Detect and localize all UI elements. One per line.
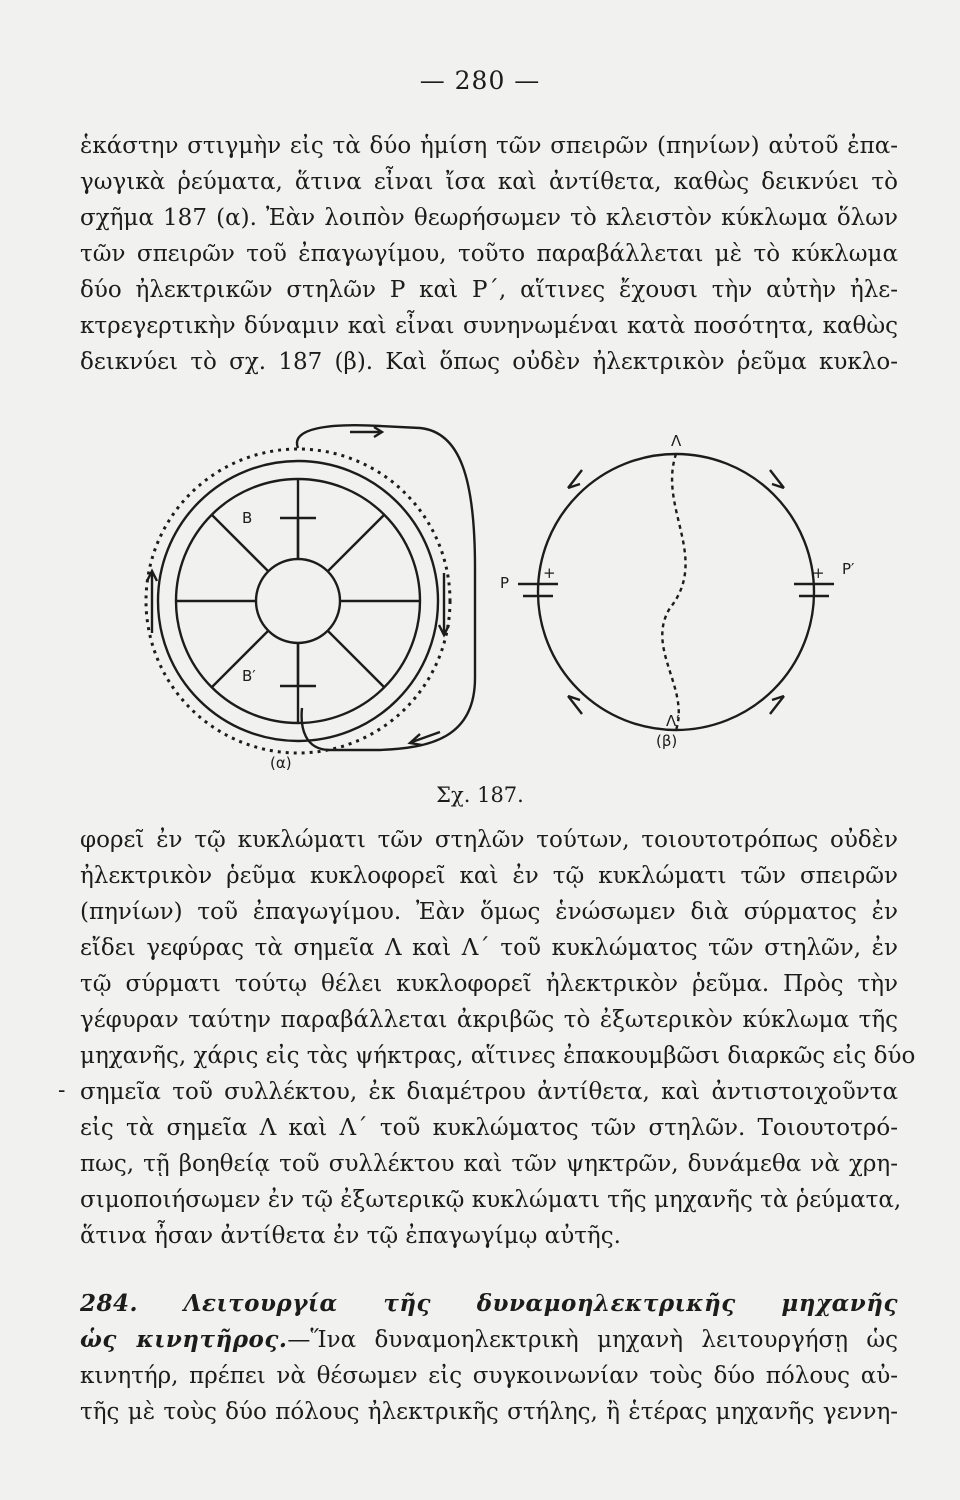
text-line: ἅτινα ἦσαν ἀντίθετα ἐν τῷ ἐπαγωγίμῳ αὐτῆς. [80, 1223, 621, 1249]
text-line: κτρεγερτικὴν δύναμιν καὶ εἶναι συνηνωμέναι κατὰ ποσότητα, καθὼς [80, 313, 898, 339]
section-title: 284. Λειτουργία τῆς δυναμοηλεκτρικῆς μηχανῆς [80, 1290, 898, 1317]
page-number: — 280 — [419, 66, 541, 95]
cells-circuit-diagram [518, 454, 834, 730]
text-line: φορεῖ ἐν τῷ κυκλώματι τῶν στηλῶν τούτων, τοιουτοτρόπως οὐδὲν [80, 827, 898, 853]
brush-bottom [280, 643, 316, 686]
label-b: (β) [656, 732, 678, 750]
paragraph-1 [80, 128, 898, 380]
section-text: —Ἵνα δυναμοηλεκτρικὴ μηχανὴ λειτουργήσῃ ὡς [287, 1327, 898, 1353]
label-P-prime: P′ [842, 560, 855, 578]
external-circuit-wire [297, 425, 475, 750]
text-line: (πηνίων) τοῦ ἐπαγωγίμου. Ἐὰν ὅμως ἑνώσωμεν διὰ σύρματος ἐν [80, 899, 898, 925]
text-line: σημεῖα τοῦ συλλέκτου, ἐκ διαμέτρου ἀντίθετα, καὶ ἀντιστοιχοῦντα [80, 1079, 898, 1105]
label-B-prime: B′ [242, 667, 256, 685]
figure-caption: Σχ. 187. [436, 783, 524, 807]
ring-armature-diagram [146, 425, 475, 753]
label-L-prime: Λ′ [666, 712, 680, 730]
label-plus-P: + [543, 564, 556, 582]
figure-187-diagram [130, 418, 870, 778]
text-line: μηχανῆς, χάρις εἰς τὰς ψήκτρας, αἵτινες ἐπακουμβῶσι διαρκῶς εἰς δύο [80, 1043, 916, 1069]
label-L: Λ [671, 432, 682, 450]
text-line: κινητήρ, πρέπει νὰ θέσωμεν εἰς συγκοινωνίαν τοὺς δύο πόλους αὐ- [80, 1363, 898, 1389]
text-line: πως, τῇ βοηθείᾳ τοῦ συλλέκτου καὶ τῶν ψηκτρῶν, δυνάμεθα νὰ χρη- [80, 1151, 898, 1177]
section-284 [80, 1286, 898, 1430]
paragraph-2 [80, 822, 916, 1254]
margin-mark: - [58, 1078, 66, 1103]
brush-top [280, 518, 316, 559]
label-B: B [242, 509, 253, 527]
section-heading [80, 1286, 898, 1322]
text-line: τῆς μὲ τοὺς δύο πόλους ἠλεκτρικῆς στήλης, ἢ ἑτέρας μηχανῆς γεννη- [80, 1399, 898, 1425]
label-a: (α) [270, 754, 292, 772]
text-line: τῶν σπειρῶν τοῦ ἐπαγωγίμου, τοῦτο παραβάλλεται μὲ τὸ κύκλωμα [80, 241, 898, 267]
text-line: ἑκάστην στιγμὴν εἰς τὰ δύο ἡμίση τῶν σπειρῶν (πηνίων) αὐτοῦ ἐπα- [80, 133, 898, 159]
text-line: γέφυραν ταύτην παραβάλλεται ἀκριβῶς τὸ ἐξωτερικὸν κύκλωμα τῆς [80, 1007, 898, 1033]
label-plus-P-prime: + [812, 564, 825, 582]
circuit-arrows [568, 470, 784, 714]
text-line: εἰς τὰ σημεῖα Λ καὶ Λ΄ τοῦ κυκλώματος τῶν στηλῶν. Τοιουτοτρό- [80, 1115, 898, 1141]
text-line: εἴδει γεφύρας τὰ σημεῖα Λ καὶ Λ΄ τοῦ κυκλώματος τῶν στηλῶν, ἐν [80, 935, 898, 961]
text-line: σχῆμα 187 (α). Ἐὰν λοιπὸν θεωρήσωμεν τὸ κλειστὸν κύκλωμα ὅλων [80, 205, 898, 231]
text-line: γωγικὰ ῥεύματα, ἅτινα εἶναι ἴσα καὶ ἀντίθετα, καθὼς δεικνύει τὸ [80, 169, 898, 195]
commutator [256, 559, 340, 643]
section-title-cont: ὡς κινητῆρος. [80, 1326, 288, 1353]
text-line: τῷ σύρματι τούτῳ θέλει κυκλοφορεῖ ἠλεκτρικὸν ῥεῦμα. Πρὸς τὴν [80, 971, 898, 997]
figure-187 [130, 418, 870, 778]
text-line: δεικνύει τὸ σχ. 187 (β). Καὶ ὅπως οὐδὲν ἠλεκτρικὸν ῥεῦμα κυκλο- [80, 349, 898, 375]
text-line: σιμοποιήσωμεν ἐν τῷ ἐξωτερικῷ κυκλώματι τῆς μηχανῆς τὰ ῥεύματα, [80, 1187, 902, 1213]
text-line: δύο ἠλεκτρικῶν στηλῶν Ρ καὶ Ρ΄, αἵτινες ἔχουσι τὴν αὐτὴν ἠλε- [80, 277, 898, 303]
text-line: ἠλεκτρικὸν ῥεῦμα κυκλοφορεῖ καὶ ἐν τῷ κυκλώματι τῶν σπειρῶν [80, 863, 898, 889]
label-P: P [500, 574, 510, 592]
coil-winding [662, 454, 685, 730]
section-first-line [80, 1322, 898, 1358]
